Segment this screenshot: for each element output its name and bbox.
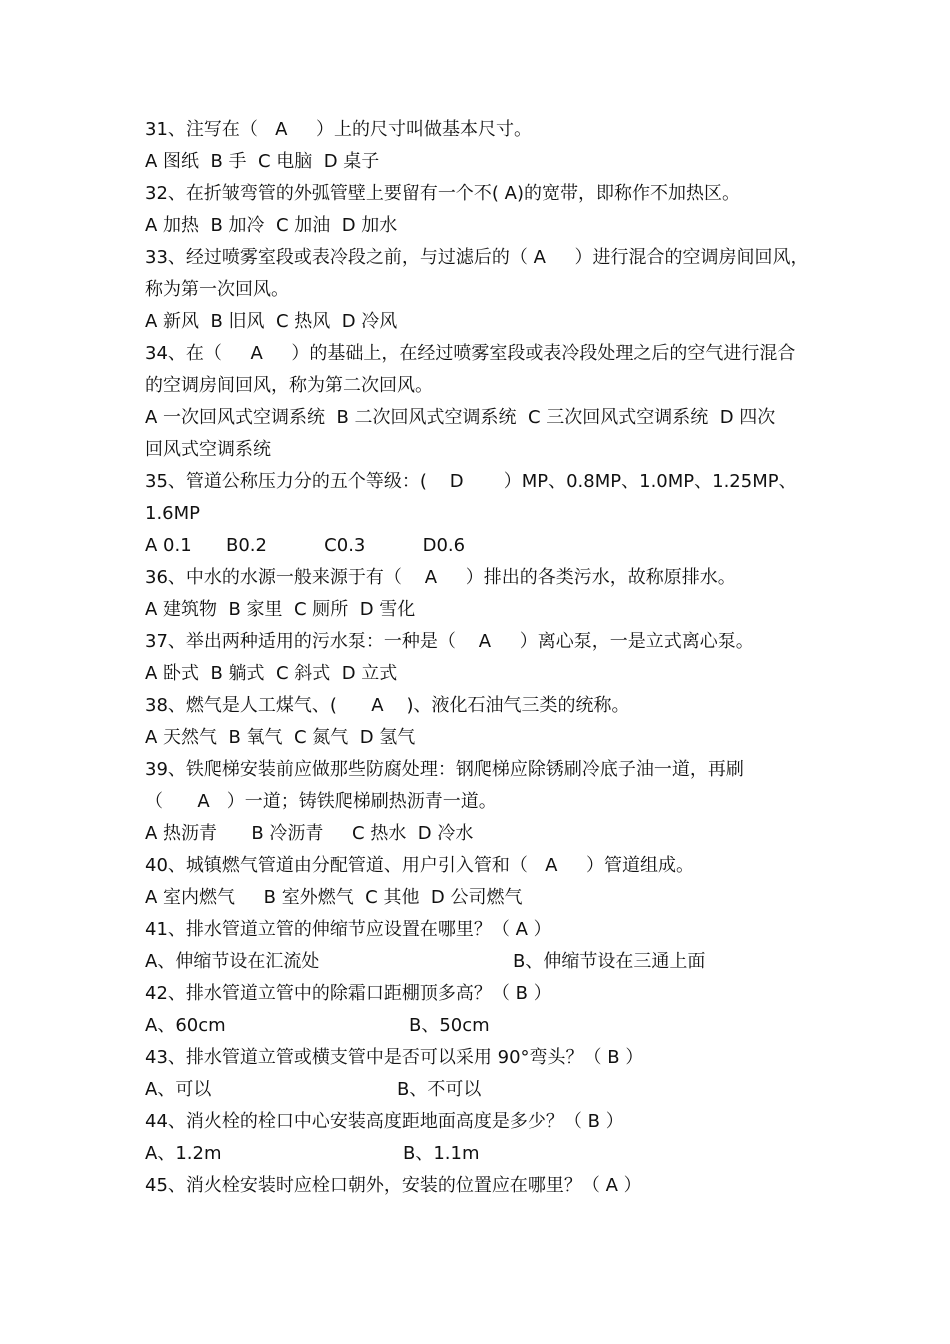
text-line: A 0.1 B0.2 C0.3 D0.6 <box>145 535 466 556</box>
text-line: 37、举出两种适用的污水泵：一种是（ A ）离心泵，一是立式离心泵。 <box>145 631 754 652</box>
text-line: 的空调房间回风，称为第二次回风。 <box>145 375 433 396</box>
text-line: A 建筑物 B 家里 C 厕所 D 雪化 <box>145 599 416 620</box>
text-line: A 卧式 B 躺式 C 斜式 D 立式 <box>145 663 398 684</box>
answer-options-row <box>145 1138 825 1170</box>
text-line: A 图纸 B 手 C 电脑 D 桌子 <box>145 151 380 172</box>
text-line: 称为第一次回风。 <box>145 279 289 300</box>
answer-options-row <box>145 946 825 978</box>
answer-options-row <box>145 1010 825 1042</box>
text-line: 1.6MP <box>145 503 201 524</box>
text-line: 36、中水的水源一般来源于有（ A ）排出的各类污水，故称原排水。 <box>145 567 736 588</box>
text-line: 34、在（ A ）的基础上，在经过喷雾室段或表冷段处理之后的空气进行混合 <box>145 343 796 364</box>
text-line: （ A ）一道；铸铁爬梯刷热沥青一道。 <box>145 791 497 812</box>
text-line: 35、管道公称压力分的五个等级：( D ）MP、0.8MP、1.0MP、1.25MP、 <box>145 471 797 492</box>
text-line: A 一次回风式空调系统 B 二次回风式空调系统 C 三次回风式空调系统 D 四次 <box>145 407 776 428</box>
question-text <box>145 114 825 1202</box>
option-b: B、不可以 <box>397 1079 482 1100</box>
option-a: A、1.2m <box>145 1143 222 1164</box>
text-line: A 室内燃气 B 室外燃气 C 其他 D 公司燃气 <box>145 887 523 908</box>
text-line: 42、排水管道立管中的除霜口距棚顶多高？（ B ） <box>145 983 552 1004</box>
text-line: 38、燃气是人工煤气、( A )、液化石油气三类的统称。 <box>145 695 630 716</box>
text-line: 32、在折皱弯管的外弧管壁上要留有一个不( A)的宽带，即称作不加热区。 <box>145 183 740 204</box>
option-b: B、1.1m <box>403 1143 480 1164</box>
text-line: 40、城镇燃气管道由分配管道、用户引入管和（ A ）管道组成。 <box>145 855 694 876</box>
text-line: 43、排水管道立管或横支管中是否可以采用 90°弯头？（ B ） <box>145 1047 644 1068</box>
answer-options-row <box>145 1074 825 1106</box>
option-b: B、伸缩节设在三通上面 <box>513 951 706 972</box>
text-line: 33、经过喷雾室段或表冷段之前，与过滤后的（ A ）进行混合的空调房间回风， <box>145 247 809 268</box>
text-line: 回风式空调系统 <box>145 439 271 460</box>
text-line: 39、铁爬梯安装前应做那些防腐处理：钢爬梯应除锈刷冷底子油一道，再刷 <box>145 759 744 780</box>
text-line: A 天然气 B 氧气 C 氮气 D 氢气 <box>145 727 416 748</box>
option-a: A、可以 <box>145 1079 212 1100</box>
text-line: A 热沥青 B 冷沥青 C 热水 D 冷水 <box>145 823 474 844</box>
option-b: B、50cm <box>409 1015 490 1036</box>
text-line: A 新风 B 旧风 C 热风 D 冷风 <box>145 311 398 332</box>
text-line: A 加热 B 加冷 C 加油 D 加水 <box>145 215 398 236</box>
option-a: A、伸缩节设在汇流处 <box>145 951 320 972</box>
text-line: 31、注写在（ A ）上的尺寸叫做基本尺寸。 <box>145 119 532 140</box>
text-line: 41、排水管道立管的伸缩节应设置在哪里？（ A ） <box>145 919 552 940</box>
text-line: 44、消火栓的栓口中心安装高度距地面高度是多少？（ B ） <box>145 1111 624 1132</box>
text-line: 45、消火栓安装时应栓口朝外，安装的位置应在哪里？（ A ） <box>145 1175 642 1196</box>
option-a: A、60cm <box>145 1015 226 1036</box>
